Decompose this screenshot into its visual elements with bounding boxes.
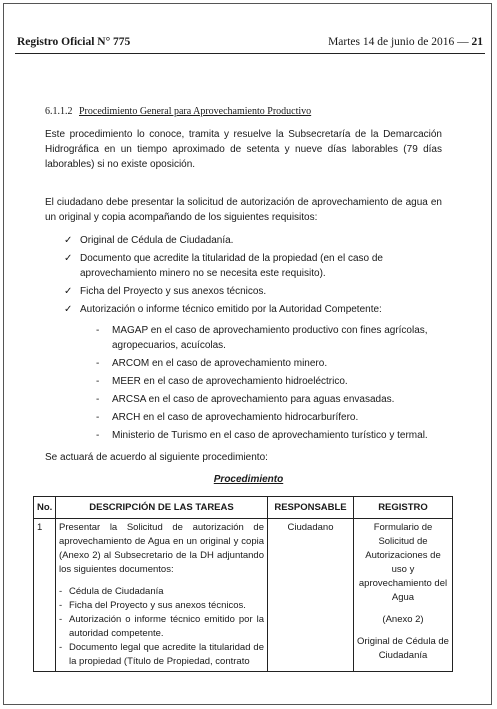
list-item [64,284,444,299]
list-item [96,428,446,443]
check-icon: ✓ [64,235,73,246]
registry-id: Original de Cédula de Ciudadanía [357,636,449,661]
task-item: - Ficha del Proyecto y sus anexos técnicos. [59,600,246,611]
procedure-table [33,496,453,672]
header-rule [15,53,485,54]
list-item [96,323,446,353]
dash-marker: - [96,358,100,369]
responsible-cell: Ciudadano [268,519,354,672]
list-item [64,251,444,281]
requirement-text: Original de Cédula de Ciudadanía. [80,235,234,246]
list-item [64,302,444,317]
authority-text: MEER en el caso de aprovechamiento hidroeléctrico. [112,376,348,387]
procedure-intro: Se actuará de acuerdo al siguiente procedimiento: [45,452,268,463]
header-responsible: RESPONSABLE [268,497,354,519]
dash-marker: - [96,376,100,387]
authority-text: MAGAP en el caso de aprovechamiento productivo con fines agrícolas, agropecuarios, acuícolas. [112,325,428,351]
header-date: Martes 14 de junio de 2016 [328,36,455,48]
registry-form: Formulario de Solicitud de Autorizaciones de uso y aprovechamiento del Agua [358,522,448,603]
dash-marker: - [59,600,63,611]
dash-marker: - [59,586,63,597]
section-heading [45,106,311,117]
page-number: 21 [471,36,483,48]
list-item [96,392,446,407]
dash-marker: - [96,394,100,405]
gazette-title: Registro Oficial N° 775 [17,36,131,48]
requirement-text: Autorización o informe técnico emitido por la Autoridad Competente: [80,304,382,315]
authority-text: ARCOM en el caso de aprovechamiento minero. [112,358,328,369]
requirements-list [64,233,444,320]
dash-marker: - [59,614,63,625]
paragraph-intro: Este procedimiento lo conoce, tramita y resuelve la Subsecretaría de la Demarcación Hidrográfica en un tiempo aproximado de setenta y nueve días laborables (79 días laborables) si no existe oposición. [45,129,442,170]
check-icon: ✓ [64,253,73,264]
authority-text: ARCSA en el caso de aprovechamiento para aguas envasadas. [112,394,395,405]
paragraph-requirements: El ciudadano debe presentar la solicitud de autorización de aprovechamiento de agua en un original y copia acompañando de los siguientes requisitos: [45,197,442,223]
header-no: No. [34,497,56,519]
table-header-row [34,497,453,519]
task-description [56,519,268,672]
task-item: - Cédula de Ciudadanía [59,586,164,597]
dash-marker: - [96,412,100,423]
task-item: - Documento legal que acredite la titularidad de la propiedad (Título de Propiedad, contrato [59,642,264,667]
dash-marker: - [96,325,100,336]
header-date-page [328,36,483,48]
section-title: Procedimiento General para Aprovechamiento Productivo [79,106,312,117]
task-item: - Autorización o informe técnico emitido por la autoridad competente. [59,614,264,639]
check-icon: ✓ [64,286,73,297]
header-description: DESCRIPCIÓN DE LAS TAREAS [56,497,268,519]
list-item [96,410,446,425]
check-icon: ✓ [64,304,73,315]
requirement-text: Ficha del Proyecto y sus anexos técnicos. [80,286,267,297]
dash-marker: - [59,642,63,653]
registry-cell [354,519,453,672]
task-intro: Presentar la Solicitud de autorización de aprovechamiento de Agua en un original y copia (Anexo 2) al Subsecretario de la DH adjuntando los siguientes documentos: [59,522,264,575]
dash-marker: - [96,430,100,441]
authorities-list [96,323,446,446]
authority-text: ARCH en el caso de aprovechamiento hidrocarburífero. [112,412,359,423]
row-number: 1 [34,519,56,672]
procedure-title: Procedimiento [213,474,284,485]
header-registry: REGISTRO [354,497,453,519]
list-item [64,233,444,248]
registry-annex: (Anexo 2) [382,614,424,625]
section-number: 6.1.1.2 [45,106,73,117]
requirement-text: Documento que acredite la titularidad de la propiedad (en el caso de aprovechamiento minero no se necesita este requisito). [80,253,383,279]
page-header [17,36,483,54]
list-item [96,374,446,389]
table-row [34,519,453,672]
authority-text: Ministerio de Turismo en el caso de aprovechamiento turístico y termal. [112,430,428,441]
list-item [96,356,446,371]
header-separator: — [457,36,469,48]
